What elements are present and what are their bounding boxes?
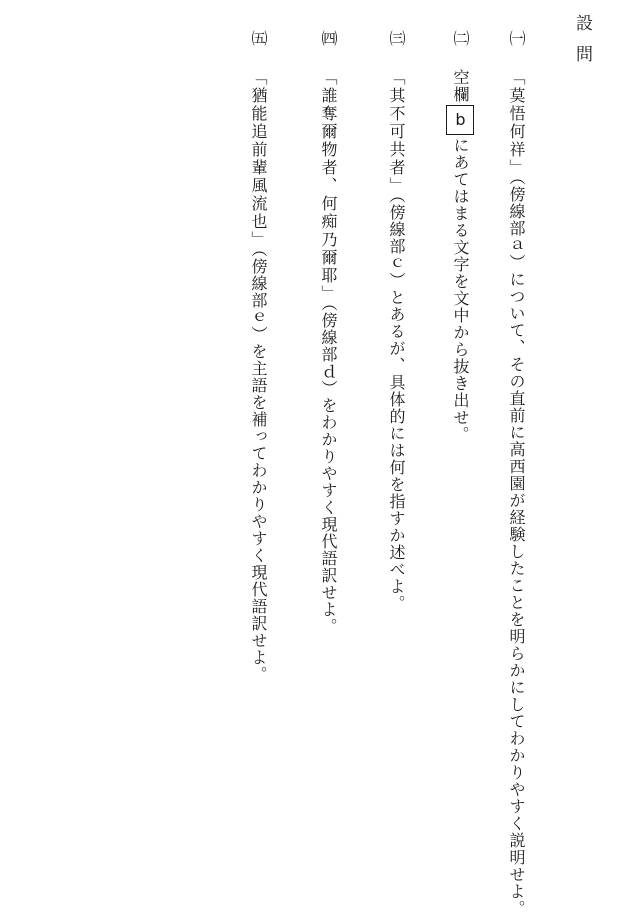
question-1: [504, 30, 528, 917]
section-heading: 設問: [572, 14, 592, 76]
question-2: [446, 30, 474, 443]
question-quote: 「誰奪爾物者、何痴乃爾耶」: [319, 69, 338, 303]
question-quote: 「莫悟何祥」: [507, 69, 526, 177]
question-5: [246, 30, 270, 683]
question-number: ㈠: [507, 30, 526, 47]
question-quote: 「其不可共者」: [387, 69, 406, 195]
question-text: （傍線部ａ）について、その直前に高西園が経験したことを明らかにしてわかりやすく説明せよ。: [507, 177, 526, 917]
question-prefix: 空欄: [451, 69, 470, 103]
question-number: ㈢: [387, 30, 406, 47]
question-quote: 「猶能追前輩風流也」: [249, 69, 268, 249]
question-number: ㈣: [319, 30, 338, 47]
question-text: （傍線部ｄ）をわかりやすく現代語訳せよ。: [319, 303, 338, 635]
question-3: [384, 30, 408, 612]
question-number: ㈡: [451, 30, 470, 47]
question-4: [316, 30, 340, 635]
question-text: （傍線部ｃ）とあるが、具体的には何を指すか述べよ。: [387, 195, 406, 612]
question-text: にあてはまる文字を文中から抜き出せ。: [451, 137, 470, 443]
blank-box-b: b: [446, 105, 474, 135]
question-number: ㈤: [249, 30, 268, 47]
question-text: （傍線部ｅ）を主語を補ってわかりやすく現代語訳せよ。: [249, 249, 268, 683]
